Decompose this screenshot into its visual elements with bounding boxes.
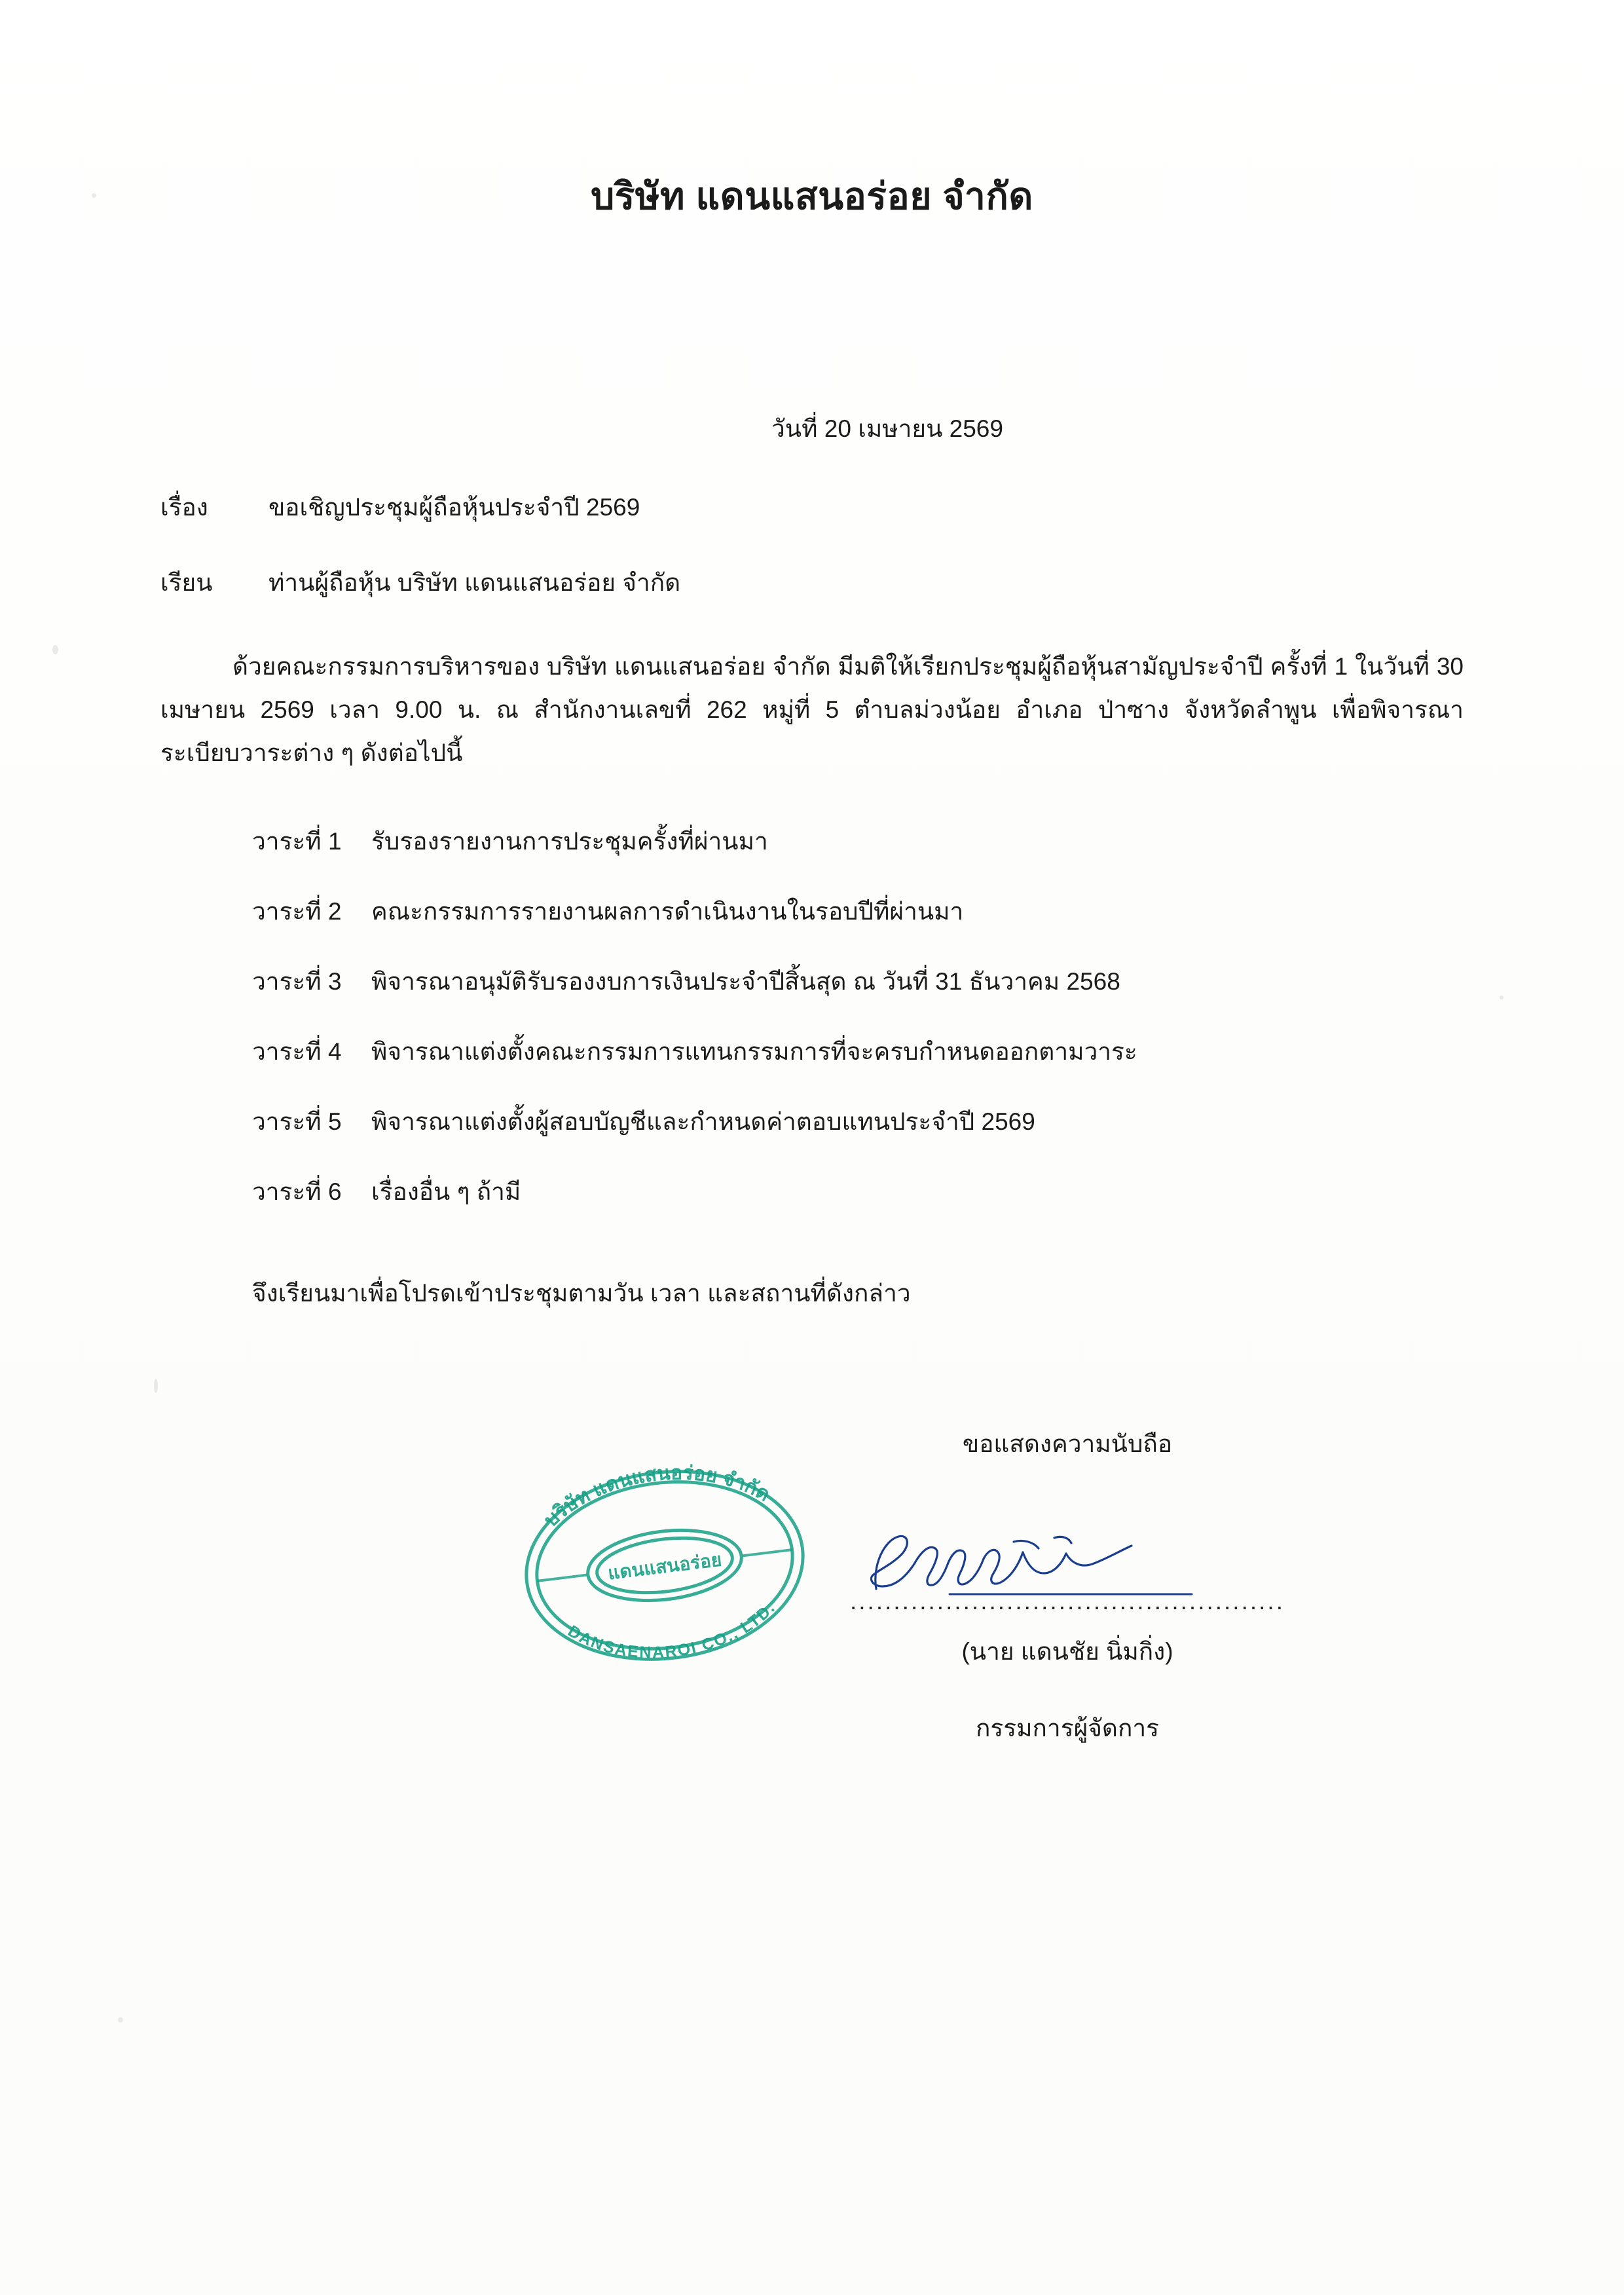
subject-value: ขอเชิญประชุมผู้ถือหุ้นประจำปี 2569 bbox=[268, 494, 640, 521]
svg-text:แดนแสนอร่อย: แดนแสนอร่อย bbox=[606, 1549, 723, 1584]
list-item bbox=[252, 822, 1496, 861]
list-item bbox=[252, 1032, 1496, 1071]
list-item bbox=[252, 1102, 1496, 1141]
subject-label: เรื่อง bbox=[160, 494, 208, 521]
list-item bbox=[252, 892, 1496, 931]
signer-role: กรรมการผู้จัดการ bbox=[975, 1715, 1160, 1742]
signature-block bbox=[838, 1425, 1297, 1747]
agenda-list bbox=[252, 822, 1496, 1242]
signature-line: .................................................. bbox=[850, 1588, 1285, 1614]
recipient-row bbox=[160, 563, 680, 602]
agenda-text: รับรองรายงานการประชุมครั้งที่ผ่านมา bbox=[371, 828, 768, 855]
subject-row bbox=[160, 488, 640, 527]
company-seal-stamp-icon bbox=[475, 1430, 855, 1700]
body-paragraph bbox=[160, 645, 1464, 775]
document-date: วันที่ 20 เมษายน 2569 bbox=[771, 415, 1003, 442]
agenda-number: วาระที่ 5 bbox=[252, 1108, 342, 1135]
regards-text: ขอแสดงความนับถือ bbox=[962, 1430, 1173, 1457]
svg-text:บริษัท แดนแสนอร่อย จำกัด: บริษัท แดนแสนอร่อย จำกัด bbox=[540, 1462, 774, 1531]
agenda-text: พิจารณาอนุมัติรับรองงบการเงินประจำปีสิ้นสุด ณ วันที่ 31 ธันวาคม 2568 bbox=[371, 968, 1120, 995]
agenda-number: วาระที่ 2 bbox=[252, 898, 342, 925]
agenda-number: วาระที่ 4 bbox=[252, 1038, 342, 1065]
agenda-text: พิจารณาแต่งตั้งคณะกรรมการแทนกรรมการที่จะครบกำหนดออกตามวาระ bbox=[371, 1038, 1137, 1065]
closing-paragraph: จึงเรียนมาเพื่อโปรดเข้าประชุมตามวัน เวลา และสถานที่ดังกล่าว bbox=[252, 1280, 911, 1307]
body-paragraph-text: ด้วยคณะกรรมการบริหารของ บริษัท แดนแสนอร่อย จำกัด มีมติให้เรียกประชุมผู้ถือหุ้นสามัญประจำปี ครั้งที่ 1 ในวันที่ 30 เมษายน 2569 เวลา 9.00 น. ณ สำนักงานเลขที่ 262 หมู่ที่ 5 ตำบลม่วงน้อย อำเภอ ป่าซาง จังหวัดลำพูน เพื่อพิจารณาระเบียบวาระต่าง ๆ ดังต่อไปนี้ bbox=[160, 653, 1464, 766]
signer-name: (นาย แดนชัย นิ่มกิ่ง) bbox=[961, 1638, 1173, 1665]
agenda-text: คณะกรรมการรายงานผลการดำเนินงานในรอบปีที่ผ่านมา bbox=[371, 898, 964, 925]
agenda-number: วาระที่ 1 bbox=[252, 828, 342, 855]
agenda-number: วาระที่ 6 bbox=[252, 1178, 342, 1205]
agenda-number: วาระที่ 3 bbox=[252, 968, 342, 995]
company-title: บริษัท แดนแสนอร่อย จำกัด bbox=[591, 176, 1033, 217]
list-item bbox=[252, 962, 1496, 1001]
recipient-label: เรียน bbox=[160, 569, 213, 596]
recipient-value: ท่านผู้ถือหุ้น บริษัท แดนแสนอร่อย จำกัด bbox=[268, 569, 681, 596]
svg-text:DANSAENAROI CO., LTD.: DANSAENAROI CO., LTD. bbox=[564, 1598, 779, 1662]
list-item bbox=[252, 1172, 1496, 1211]
agenda-text: เรื่องอื่น ๆ ถ้ามี bbox=[371, 1178, 521, 1205]
agenda-text: พิจารณาแต่งตั้งผู้สอบบัญชีและกำหนดค่าตอบแทนประจำปี 2569 bbox=[371, 1108, 1035, 1135]
